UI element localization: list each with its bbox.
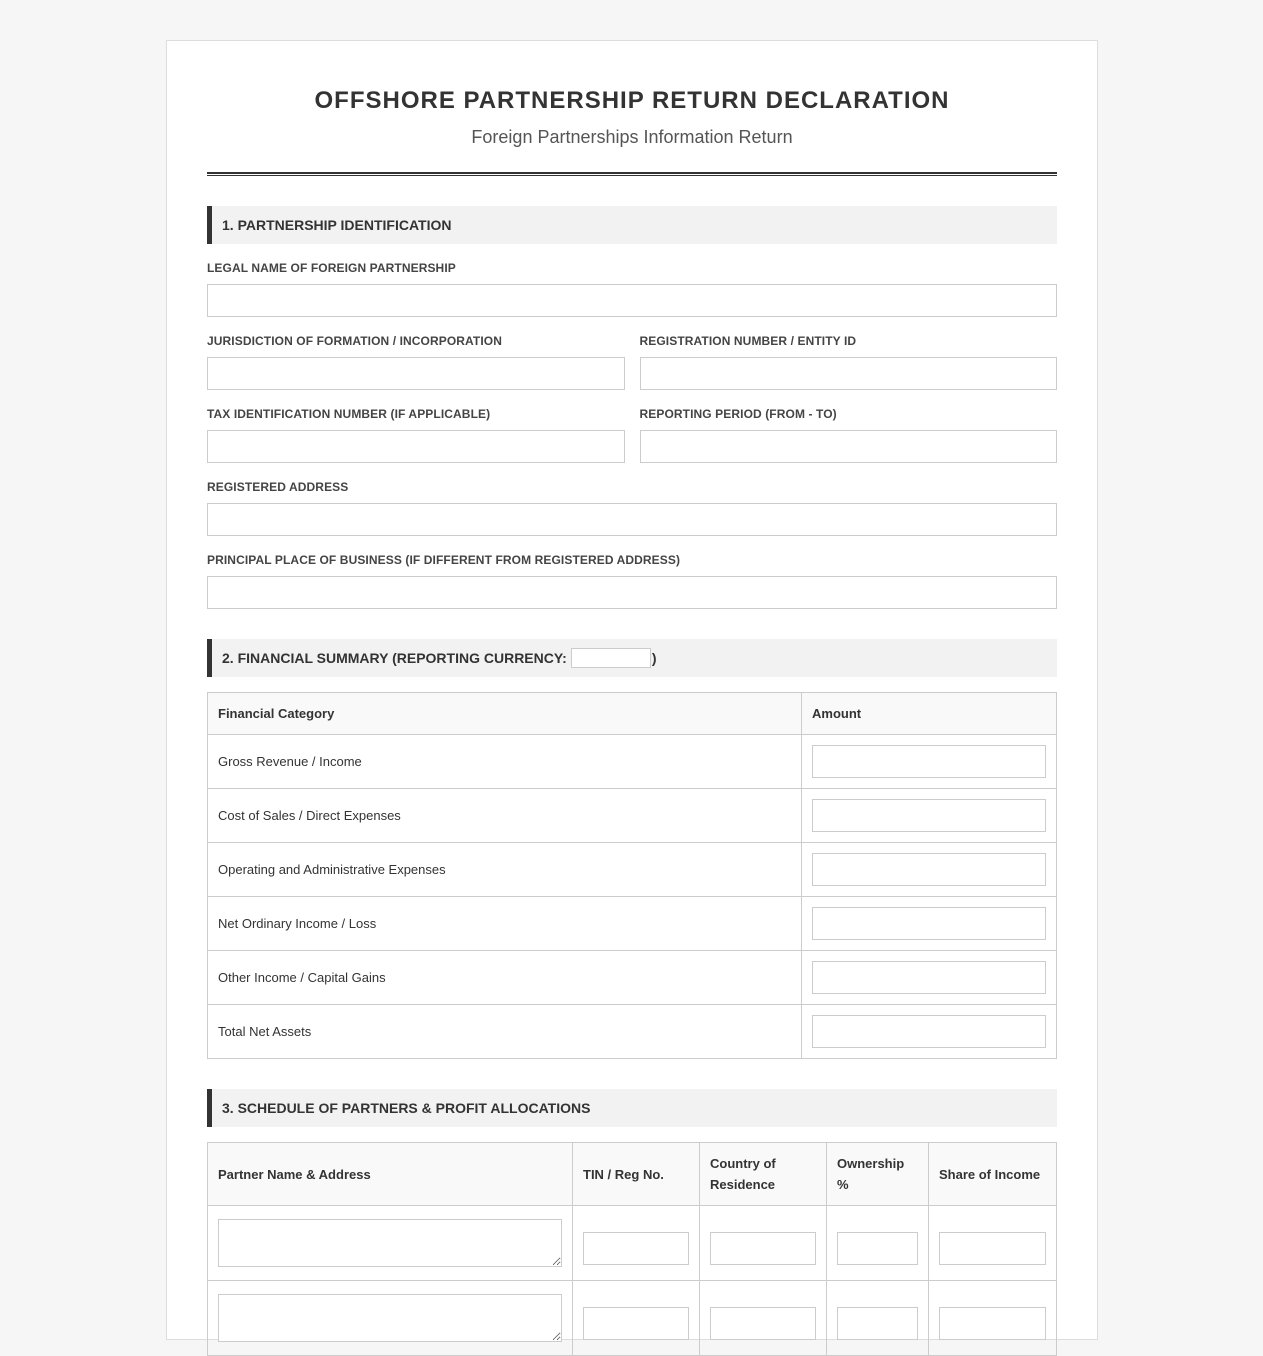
form-header bbox=[207, 41, 1057, 148]
category-cell: Cost of Sales / Direct Expenses bbox=[208, 789, 802, 843]
column-header-category: Financial Category bbox=[208, 693, 802, 735]
jurisdiction-input[interactable] bbox=[207, 357, 625, 390]
category-cell: Gross Revenue / Income bbox=[208, 735, 802, 789]
amount-input-other-income[interactable] bbox=[812, 961, 1046, 994]
header-divider bbox=[207, 172, 1057, 176]
partner-share-input[interactable] bbox=[939, 1232, 1046, 1265]
table-row bbox=[208, 951, 1057, 1005]
category-cell: Net Ordinary Income / Loss bbox=[208, 897, 802, 951]
amount-input-cost-of-sales[interactable] bbox=[812, 799, 1046, 832]
section-2-heading bbox=[207, 639, 1057, 677]
table-row bbox=[208, 1005, 1057, 1059]
partner-country-input[interactable] bbox=[710, 1307, 816, 1340]
registration-input[interactable] bbox=[640, 357, 1058, 390]
amount-input-operating-expenses[interactable] bbox=[812, 853, 1046, 886]
section-1-title: 1. PARTNERSHIP IDENTIFICATION bbox=[222, 217, 452, 233]
page-title: OFFSHORE PARTNERSHIP RETURN DECLARATION bbox=[314, 87, 950, 114]
principal-place-input[interactable] bbox=[207, 576, 1057, 609]
partners-table bbox=[207, 1142, 1057, 1356]
legal-name-input[interactable] bbox=[207, 284, 1057, 317]
column-header-share-of-income: Share of Income bbox=[929, 1143, 1057, 1206]
partner-ownership-input[interactable] bbox=[837, 1307, 918, 1340]
partner-tin-input[interactable] bbox=[583, 1307, 689, 1340]
tin-input[interactable] bbox=[207, 430, 625, 463]
partner-ownership-input[interactable] bbox=[837, 1232, 918, 1265]
table-row bbox=[208, 1281, 1057, 1356]
column-header-country: Country of Residence bbox=[700, 1143, 827, 1206]
table-row bbox=[208, 789, 1057, 843]
partner-share-input[interactable] bbox=[939, 1307, 1046, 1340]
form-page bbox=[166, 40, 1098, 1340]
tin-label: TAX IDENTIFICATION NUMBER (IF APPLICABLE) bbox=[207, 407, 491, 421]
category-cell: Operating and Administrative Expenses bbox=[208, 843, 802, 897]
partner-name-textarea[interactable] bbox=[218, 1219, 562, 1267]
reporting-period-input[interactable] bbox=[640, 430, 1058, 463]
section-2-title-suffix: ) bbox=[651, 650, 657, 666]
table-row bbox=[208, 1206, 1057, 1281]
table-header-row bbox=[208, 1143, 1057, 1206]
table-row bbox=[208, 735, 1057, 789]
column-header-partner-name: Partner Name & Address bbox=[208, 1143, 573, 1206]
category-cell: Other Income / Capital Gains bbox=[208, 951, 802, 1005]
section-3-title: 3. SCHEDULE OF PARTNERS & PROFIT ALLOCATIONS bbox=[222, 1100, 591, 1116]
partner-country-input[interactable] bbox=[710, 1232, 816, 1265]
column-header-amount: Amount bbox=[802, 693, 1057, 735]
registration-label: REGISTRATION NUMBER / ENTITY ID bbox=[639, 334, 857, 348]
registered-address-input[interactable] bbox=[207, 503, 1057, 536]
column-header-tin: TIN / Reg No. bbox=[573, 1143, 700, 1206]
table-row bbox=[208, 843, 1057, 897]
financial-summary-table bbox=[207, 692, 1057, 1059]
page-subtitle: Foreign Partnerships Information Return bbox=[471, 127, 793, 147]
section-3-heading bbox=[207, 1089, 1057, 1127]
column-header-ownership: Ownership % bbox=[827, 1143, 929, 1206]
reporting-period-label: REPORTING PERIOD (FROM - TO) bbox=[639, 407, 837, 421]
legal-name-label: LEGAL NAME OF FOREIGN PARTNERSHIP bbox=[207, 261, 456, 275]
reporting-currency-input[interactable] bbox=[571, 648, 651, 668]
section-1-heading bbox=[207, 206, 1057, 244]
table-header-row bbox=[208, 693, 1057, 735]
registered-address-label: REGISTERED ADDRESS bbox=[207, 480, 349, 494]
amount-input-total-net-assets[interactable] bbox=[812, 1015, 1046, 1048]
table-row bbox=[208, 897, 1057, 951]
partner-name-textarea[interactable] bbox=[218, 1294, 562, 1342]
amount-input-gross-revenue[interactable] bbox=[812, 745, 1046, 778]
jurisdiction-label: JURISDICTION OF FORMATION / INCORPORATION bbox=[207, 334, 502, 348]
section-2-title: 2. FINANCIAL SUMMARY (REPORTING CURRENCY: bbox=[222, 650, 567, 666]
partner-tin-input[interactable] bbox=[583, 1232, 689, 1265]
category-cell: Total Net Assets bbox=[208, 1005, 802, 1059]
principal-place-label: PRINCIPAL PLACE OF BUSINESS (IF DIFFERENT FROM REGISTERED ADDRESS) bbox=[207, 553, 681, 567]
amount-input-net-ordinary-income[interactable] bbox=[812, 907, 1046, 940]
